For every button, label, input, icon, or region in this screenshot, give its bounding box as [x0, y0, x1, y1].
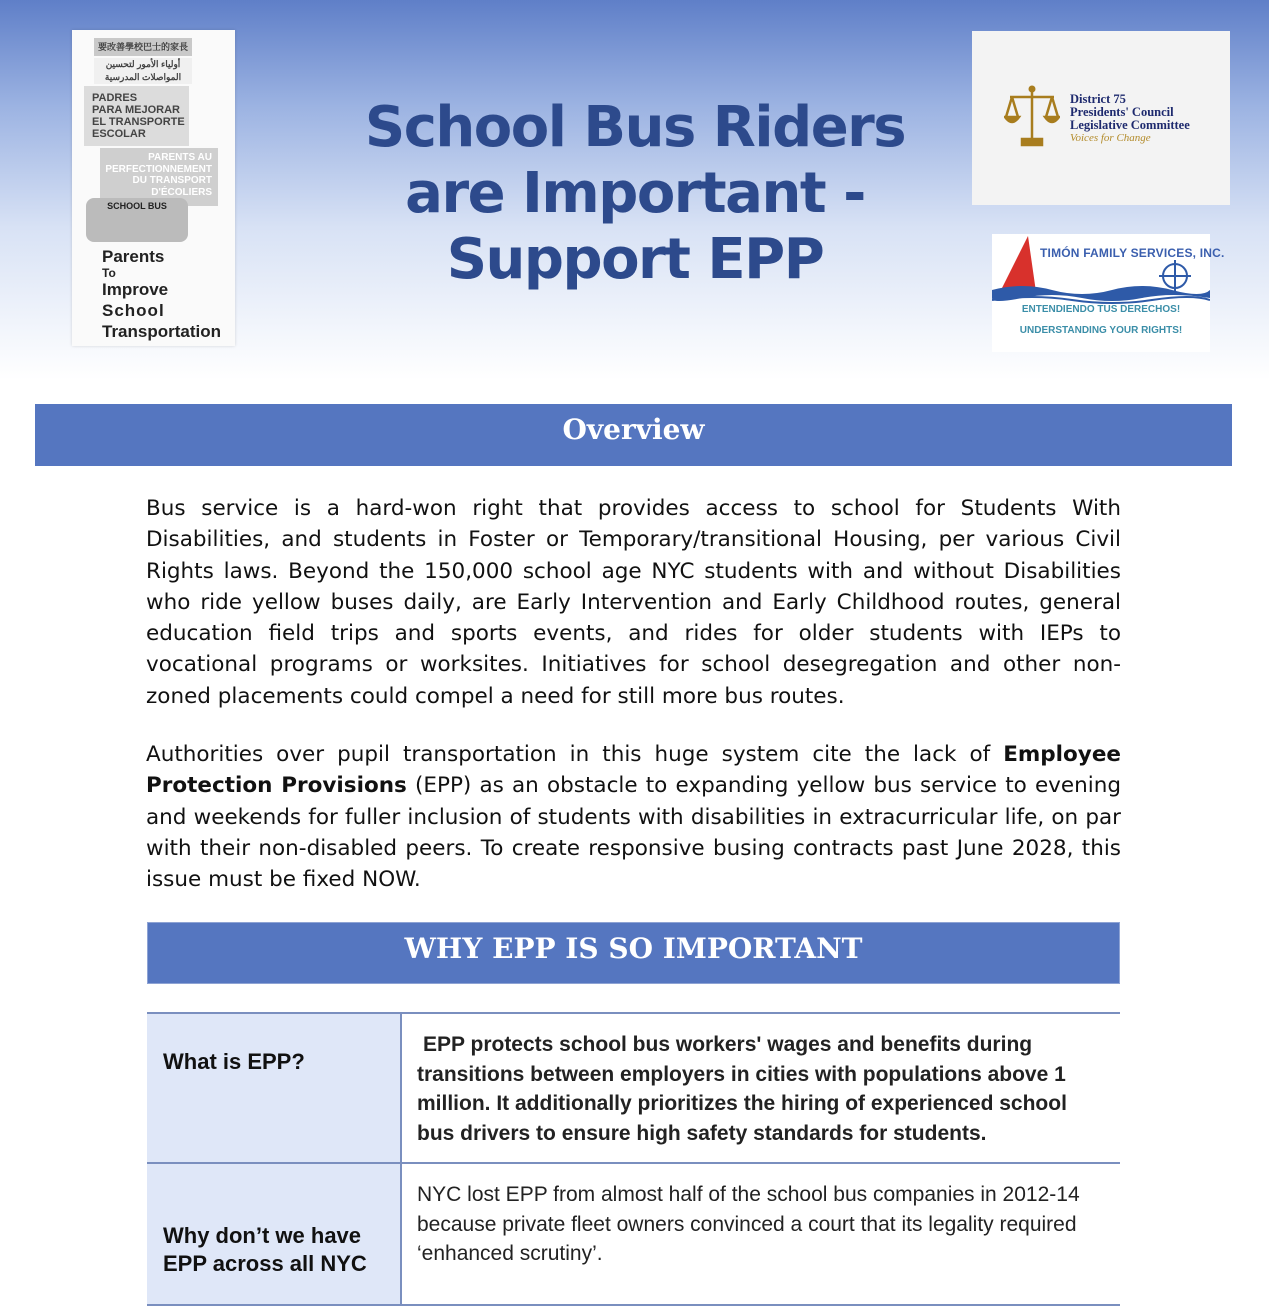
- overview-paragraph-1: Bus service is a hard-won right that provides access to school for Students With Disabilities, and students in Foster or Temporary/transitional Housing, per various Civil Rights laws. Beyond the 150,000 school age NYC students with and without Disabilities who ride yellow buses daily, are Early Intervention and Early Childhood routes, general education field trips and sports events, and rides for older students with IEPs to vocational programs or worksites. Initiatives for school desegregation and other non-zoned placements could compel a need for still more bus routes.: [146, 496, 1121, 709]
- timon-tagline-es: ENTENDIENDO TUS DERECHOS!: [1021, 304, 1181, 315]
- question-cell: [147, 1014, 402, 1162]
- pist-logo-arabic: أولياء الأمور لتحسين المواصلات المدرسية: [94, 58, 192, 84]
- table-row: [147, 1014, 1120, 1164]
- question-label: Why don’t we have EPP across all NYC: [163, 1223, 367, 1276]
- table-row: [147, 1164, 1120, 1306]
- question-cell: [147, 1164, 402, 1304]
- district75-text: District 75 Presidents' Council Legislative Committee Voices for Change: [1070, 92, 1190, 144]
- answer-cell: EPP protects school bus workers' wages and benefits during transitions between employers in cities with populations above 1 million. It additionally prioritizes the hiring of experienced school bus drivers to ensure high safety standards for students.: [417, 1033, 1067, 1145]
- school-bus-icon: SCHOOL BUS: [86, 198, 188, 242]
- pist-logo: [72, 30, 235, 346]
- page-title: School Bus Riders are Important - Support EPP: [364, 95, 906, 292]
- pist-logo-spanish: PADRES PARA MEJORAR EL TRANSPORTE ESCOLAR: [84, 86, 189, 146]
- overview-heading: Overview: [35, 404, 1232, 466]
- scales-of-justice-icon: [1004, 83, 1060, 149]
- why-epp-heading: WHY EPP IS SO IMPORTANT: [147, 922, 1120, 984]
- pist-logo-chinese: 要改善學校巴士的家長: [94, 38, 192, 56]
- answer-cell: NYC lost EPP from almost half of the school bus companies in 2012-14 because private fleet owners convinced a court that its legality required ‘enhanced scrutiny’.: [417, 1183, 1080, 1265]
- pist-logo-french: PARENTS AU PERFECTIONNEMENT DU TRANSPORT D'ÉCOLIERS: [100, 148, 218, 206]
- district75-logo: [972, 31, 1230, 205]
- overview-paragraph-2: Authorities over pupil transportation in this huge system cite the lack of Employee Protection Provisions (EPP) as an obstacle to expanding yellow bus service to evening and weekends for fuller inclusion of students with disabilities in extracurricular life, on par with their non-disabled peers. To create responsive busing contracts past June 2028, this issue must be fixed NOW.: [146, 742, 1121, 893]
- timon-logo: [992, 234, 1225, 352]
- timon-tagline-en: UNDERSTANDING YOUR RIGHTS!: [1019, 325, 1183, 336]
- faq-table: [147, 1012, 1120, 1306]
- question-label: What is EPP?: [163, 1049, 305, 1074]
- timon-name: TIMÓN FAMILY SERVICES, INC.: [1040, 246, 1225, 260]
- pist-logo-english: Parents To Improve School Transportation: [102, 247, 222, 341]
- sailboat-icon: [992, 234, 1210, 304]
